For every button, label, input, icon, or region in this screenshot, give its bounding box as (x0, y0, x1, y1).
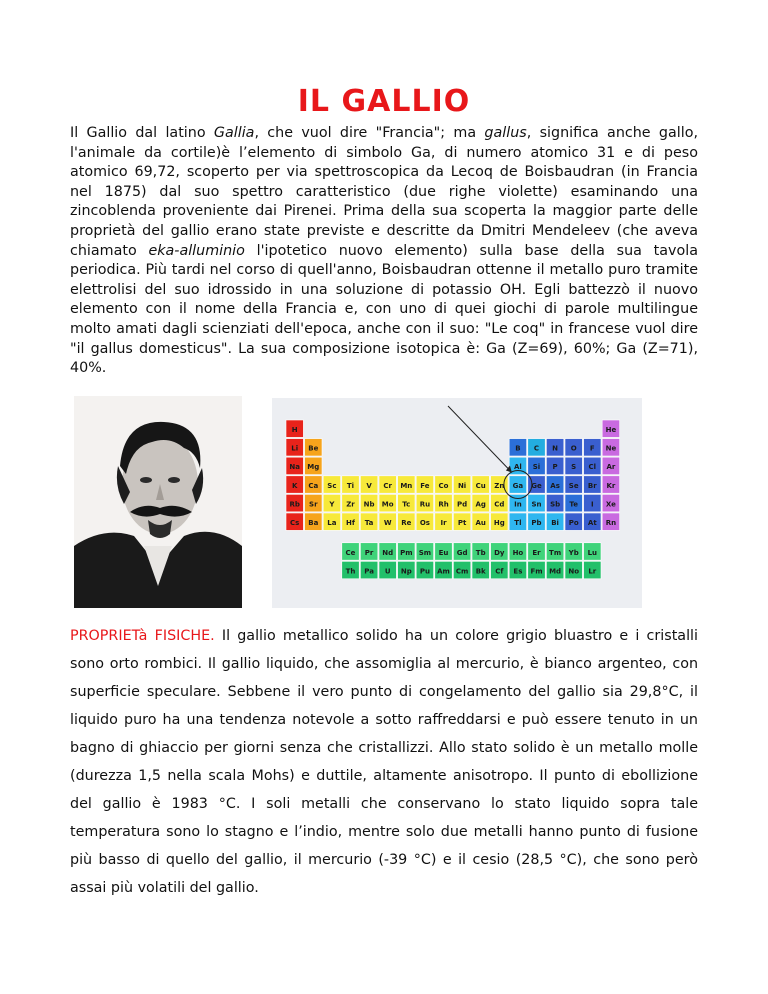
element-cell-lr (584, 561, 601, 578)
svg-text:Tm: Tm (549, 548, 562, 557)
svg-text:Co: Co (438, 481, 449, 490)
element-cell-cr (379, 476, 396, 493)
element-cell-mo (379, 494, 396, 511)
element-cell-sm (416, 543, 433, 560)
element-cell-nb (360, 494, 377, 511)
periodic-table-image (272, 398, 642, 608)
element-cell-rn (602, 513, 619, 530)
svg-text:Cm: Cm (455, 567, 469, 576)
svg-text:Be: Be (308, 444, 319, 453)
element-cell-fe (416, 476, 433, 493)
svg-text:N: N (552, 444, 559, 453)
svg-text:Nd: Nd (382, 548, 394, 557)
svg-text:S: S (571, 463, 577, 472)
svg-text:Y: Y (329, 500, 335, 509)
element-cell-yb (565, 543, 582, 560)
svg-text:U: U (384, 567, 391, 576)
element-cell-kr (602, 476, 619, 493)
pointer-arrow-line (448, 406, 512, 473)
element-cell-as (546, 476, 563, 493)
svg-text:Si: Si (532, 463, 541, 472)
svg-text:Sr: Sr (309, 500, 318, 509)
element-cell-rb (286, 494, 303, 511)
svg-text:As: As (550, 481, 560, 490)
element-cell-po (565, 513, 582, 530)
intro-text-1: Il Gallio dal latino (70, 125, 214, 141)
svg-text:Pm: Pm (400, 548, 413, 557)
svg-text:Ti: Ti (346, 481, 355, 490)
svg-text:K: K (291, 481, 298, 490)
svg-text:La: La (327, 519, 337, 527)
svg-text:Po: Po (568, 519, 579, 527)
element-cell-ti (342, 476, 359, 493)
element-cell-sn (528, 494, 545, 511)
svg-text:Mn: Mn (400, 481, 413, 490)
intro-eka-alluminio: eka-alluminio (148, 242, 245, 259)
element-cell-b (509, 439, 526, 456)
element-cell-ba (305, 513, 322, 530)
element-cell-au (472, 513, 489, 530)
element-cell-ne (602, 439, 619, 456)
element-cell-ni (453, 476, 470, 493)
svg-text:Np: Np (400, 567, 412, 576)
svg-text:W: W (383, 519, 392, 527)
svg-text:I: I (590, 500, 594, 509)
properties-heading: PROPRIETà FISICHE. (70, 628, 215, 644)
svg-text:Au: Au (475, 519, 486, 527)
element-cell-ir (435, 513, 452, 530)
svg-text:Cu: Cu (475, 481, 486, 490)
element-cell-dy (491, 543, 508, 560)
svg-text:Mo: Mo (381, 500, 394, 509)
intro-paragraph (70, 124, 698, 379)
element-cell-o (565, 439, 582, 456)
svg-text:Pt: Pt (457, 519, 467, 527)
element-cell-cl (584, 457, 601, 474)
element-cell-md (546, 561, 563, 578)
portrait-drawing (74, 396, 242, 608)
svg-text:Tl: Tl (514, 519, 522, 527)
element-cell-bk (472, 561, 489, 578)
svg-text:Ni: Ni (457, 481, 467, 490)
svg-text:Xe: Xe (605, 500, 616, 509)
svg-text:Es: Es (513, 567, 523, 576)
svg-text:He: He (605, 426, 617, 434)
element-cell-es (509, 561, 526, 578)
svg-text:B: B (515, 444, 521, 453)
svg-text:V: V (366, 481, 372, 490)
svg-text:Se: Se (568, 481, 579, 490)
element-cell-c (528, 439, 545, 456)
svg-text:Pr: Pr (364, 548, 374, 557)
element-cell-he (602, 420, 619, 437)
element-cell-xe (602, 494, 619, 511)
element-cell-no (565, 561, 582, 578)
svg-text:Ga: Ga (512, 481, 524, 490)
page-title: IL GALLIO (297, 84, 471, 119)
element-cell-se (565, 476, 582, 493)
svg-text:Sc: Sc (327, 481, 337, 490)
svg-text:Pu: Pu (419, 567, 430, 576)
element-cell-zr (342, 494, 359, 511)
element-cell-cd (491, 494, 508, 511)
element-cell-cu (472, 476, 489, 493)
svg-text:Er: Er (532, 548, 541, 557)
element-cell-tl (509, 513, 526, 530)
svg-text:Cf: Cf (495, 567, 504, 576)
svg-text:Ru: Ru (419, 500, 431, 509)
element-cell-tm (546, 543, 563, 560)
element-cell-pb (528, 513, 545, 530)
element-cell-u (379, 561, 396, 578)
element-cell-hf (342, 513, 359, 530)
element-cell-si (528, 457, 545, 474)
svg-text:Pb: Pb (531, 519, 542, 527)
svg-text:Cr: Cr (383, 481, 392, 490)
svg-text:Ne: Ne (605, 444, 617, 453)
svg-text:Eu: Eu (438, 548, 449, 557)
svg-text:Zn: Zn (494, 481, 505, 490)
svg-text:No: No (568, 567, 580, 576)
element-cell-f (584, 439, 601, 456)
element-cell-os (416, 513, 433, 530)
element-cell-n (546, 439, 563, 456)
svg-text:Re: Re (401, 519, 412, 527)
intro-text-3: , significa anche gallo, l'animale da cortile)è l’elemento di simbolo Ga, di numero atomico 31 e di peso atomico 69,72, scoperto per via spettroscopica da Lecoq de Boisbaudran (in Francia nel 1875) dal suo spettro caratteristico (due righe violette) esaminando una zincoblenda proveniente dai Pirenei. Prima della sua scoperta la maggior parte delle proprietà del gallio erano state previste e descritte da Dmitri Mendeleev (che aveva chiamato (70, 125, 698, 259)
element-cell-s (565, 457, 582, 474)
element-cell-i (584, 494, 601, 511)
element-cell-la (323, 513, 340, 530)
element-cell-te (565, 494, 582, 511)
svg-text:Ca: Ca (308, 481, 319, 490)
svg-text:Sn: Sn (531, 500, 542, 509)
svg-text:Ce: Ce (345, 548, 356, 557)
svg-text:Gd: Gd (456, 548, 468, 557)
svg-text:H: H (291, 426, 298, 434)
element-cell-mn (398, 476, 415, 493)
portrait-image (74, 396, 242, 608)
svg-text:Zr: Zr (346, 500, 355, 509)
svg-text:Bk: Bk (475, 567, 486, 576)
element-cell-eu (435, 543, 452, 560)
svg-text:Al: Al (513, 463, 522, 472)
svg-text:Ag: Ag (475, 500, 486, 509)
svg-text:Ho: Ho (512, 548, 524, 557)
element-cell-li (286, 439, 303, 456)
svg-text:Sm: Sm (418, 548, 432, 557)
element-cell-rh (435, 494, 452, 511)
svg-text:Nb: Nb (363, 500, 375, 509)
svg-text:Ar: Ar (606, 463, 616, 472)
element-cell-sc (323, 476, 340, 493)
svg-text:Ta: Ta (364, 519, 374, 527)
svg-text:Ba: Ba (308, 519, 319, 527)
intro-text-2: , che vuol dire "Francia"; ma (254, 125, 485, 141)
element-cell-lu (584, 543, 601, 560)
element-cell-ru (416, 494, 433, 511)
svg-text:Hg: Hg (493, 519, 505, 527)
element-cell-ho (509, 543, 526, 560)
element-cell-w (379, 513, 396, 530)
svg-text:Kr: Kr (606, 481, 616, 490)
element-cell-ga (509, 476, 526, 493)
svg-text:Na: Na (289, 463, 300, 472)
element-cell-br (584, 476, 601, 493)
svg-text:In: In (514, 500, 522, 509)
svg-text:Lu: Lu (587, 548, 598, 557)
intro-latin-name: Gallia (213, 125, 255, 141)
element-cell-th (342, 561, 359, 578)
svg-text:Mg: Mg (307, 463, 320, 472)
element-cell-tb (472, 543, 489, 560)
svg-text:At: At (587, 519, 597, 527)
svg-text:Rh: Rh (438, 500, 449, 509)
properties-body: Il gallio metallico solido ha un colore grigio bluastro e i cristalli sono orto rombici. Il gallio liquido, che assomiglia al mercurio, è bianco argenteo, con superficie speculare. Sebbene il vero punto di congelamento del gallio sia 29,8°C, il liquido puro ha una tendenza notevole a sotto raffreddarsi e può essere tenuto in un bagno di ghiaccio per giorni senza che cristallizzi. Allo stato solido è un metallo molle (durezza 1,5 nella scala Mohs) e duttile, altamente anisotropo. Il punto di ebollizione del gallio è 1983 °C. I soli metalli che conservano lo stato liquido sopra tale temperatura sono lo stagno e l’indio, mentre solo due metalli hanno punto di fusione più basso di quello del gallio, il mercurio (-39 °C) e il cesio (28,5 °C), che sono però assai più volatili del gallio. (70, 628, 698, 896)
svg-text:Br: Br (587, 481, 597, 490)
element-cell-hg (491, 513, 508, 530)
svg-text:Bi: Bi (551, 519, 559, 527)
element-cell-p (546, 457, 563, 474)
element-cell-cs (286, 513, 303, 530)
svg-text:Ge: Ge (531, 481, 542, 490)
element-cell-v (360, 476, 377, 493)
element-cell-nd (379, 543, 396, 560)
svg-text:Pd: Pd (457, 500, 468, 509)
element-cell-be (305, 439, 322, 456)
svg-text:O: O (570, 444, 577, 453)
svg-text:F: F (589, 444, 595, 453)
svg-text:Yb: Yb (568, 548, 579, 557)
element-cell-at (584, 513, 601, 530)
periodic-table (272, 398, 642, 608)
svg-text:Cl: Cl (588, 463, 597, 472)
intro-text-4: l'ipotetico nuovo elemento) sulla base della sua tavola periodica. Più tardi nel corso di quell'anno, Boisbaudran ottenne il metallo puro tramite elettrolisi del suo idrossido in una soluzione di potassio OH. Egli battezzò il nuovo elemento con il nome della Francia e, con uno di quei giochi di parole multilingue molto amati dagli scienziati dell'epoca, anche con il suo: "Le coq" in francese vuol dire "il gallus domesticus". La sua composizione isotopica è: Ga (Z=69), 60%; Ga (Z=71), 40%. (70, 242, 698, 377)
svg-text:Rb: Rb (289, 500, 300, 509)
element-cell-pd (453, 494, 470, 511)
svg-text:Cs: Cs (290, 519, 300, 527)
svg-text:Tc: Tc (402, 500, 411, 509)
svg-text:Lr: Lr (588, 567, 597, 576)
svg-text:Pa: Pa (364, 567, 374, 576)
svg-text:P: P (552, 463, 558, 472)
element-cell-mg (305, 457, 322, 474)
element-cell-ag (472, 494, 489, 511)
element-cell-h (286, 420, 303, 437)
element-cell-co (435, 476, 452, 493)
element-cell-ta (360, 513, 377, 530)
element-cell-pt (453, 513, 470, 530)
svg-text:Os: Os (419, 519, 430, 527)
element-cell-pr (360, 543, 377, 560)
svg-text:Am: Am (437, 567, 450, 576)
svg-text:Hf: Hf (346, 519, 355, 527)
element-cell-ar (602, 457, 619, 474)
svg-text:Tb: Tb (475, 548, 486, 557)
element-cell-pm (398, 543, 415, 560)
element-cell-cm (453, 561, 470, 578)
svg-text:Md: Md (549, 567, 562, 576)
svg-text:Te: Te (569, 500, 578, 509)
element-cell-bi (546, 513, 563, 530)
element-cell-gd (453, 543, 470, 560)
element-cell-k (286, 476, 303, 493)
element-cell-y (323, 494, 340, 511)
svg-text:Fe: Fe (420, 481, 430, 490)
svg-text:Th: Th (345, 567, 356, 576)
element-cell-re (398, 513, 415, 530)
svg-text:Fm: Fm (530, 567, 543, 576)
element-cell-pu (416, 561, 433, 578)
svg-text:Li: Li (291, 444, 299, 453)
element-cell-cf (491, 561, 508, 578)
element-cell-sr (305, 494, 322, 511)
svg-text:C: C (533, 444, 540, 453)
svg-text:Sb: Sb (550, 500, 561, 509)
element-cell-fm (528, 561, 545, 578)
svg-text:Ir: Ir (440, 519, 447, 527)
element-cell-er (528, 543, 545, 560)
element-cell-ca (305, 476, 322, 493)
intro-gallus: gallus (484, 125, 527, 141)
svg-text:Dy: Dy (494, 548, 505, 557)
element-cell-am (435, 561, 452, 578)
physical-properties-paragraph (70, 622, 698, 902)
element-cell-ce (342, 543, 359, 560)
element-cell-na (286, 457, 303, 474)
element-cell-pa (360, 561, 377, 578)
svg-text:Rn: Rn (605, 519, 617, 527)
element-cell-sb (546, 494, 563, 511)
element-cell-tc (398, 494, 415, 511)
svg-text:Cd: Cd (494, 500, 505, 509)
element-cell-np (398, 561, 415, 578)
